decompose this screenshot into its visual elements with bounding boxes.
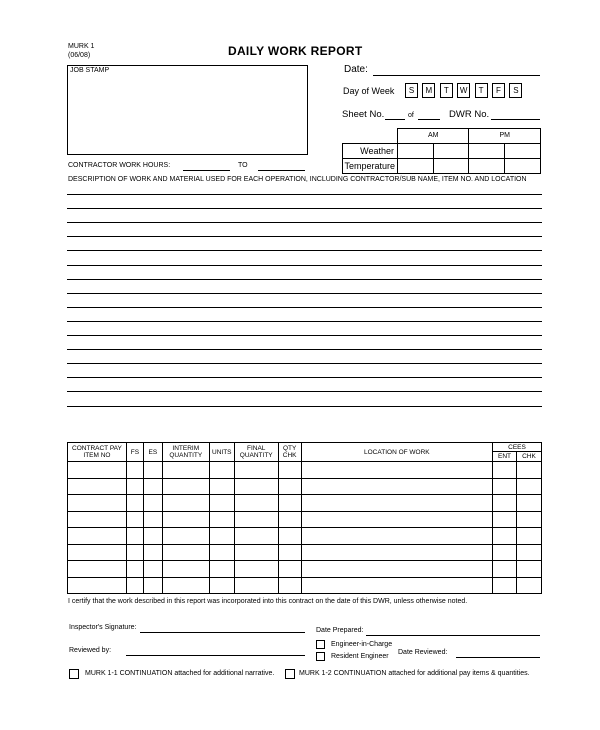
temperature-am-1[interactable] <box>397 158 433 173</box>
col-es: ES <box>143 443 162 462</box>
description-line[interactable] <box>67 335 542 336</box>
cell-interim-quantity[interactable] <box>162 462 209 479</box>
cell-qty-chk[interactable] <box>278 577 301 594</box>
col-qty-chk: QTY CHK <box>278 443 301 462</box>
temperature-pm-2[interactable] <box>505 158 541 173</box>
cell-es[interactable] <box>143 462 162 479</box>
cell-cees-chk[interactable] <box>516 528 541 545</box>
col-contract-pay: CONTRACT PAY ITEM NO <box>68 443 127 462</box>
inspector-signature-field[interactable] <box>140 632 305 633</box>
cell-cees-ent[interactable] <box>493 462 517 479</box>
cell-location[interactable] <box>301 495 492 512</box>
hours-from-field[interactable] <box>183 170 230 171</box>
col-location: LOCATION OF WORK <box>301 443 492 462</box>
cell-location[interactable] <box>301 544 492 561</box>
cell-interim-quantity[interactable] <box>162 561 209 578</box>
cell-qty-chk[interactable] <box>278 462 301 479</box>
cell-cees-ent[interactable] <box>493 478 517 495</box>
cell-fs[interactable] <box>126 561 143 578</box>
col-units: UNITS <box>209 443 234 462</box>
weather-label: Weather <box>343 143 398 158</box>
weather-pm-1[interactable] <box>469 143 505 158</box>
cell-location[interactable] <box>301 511 492 528</box>
cell-location[interactable] <box>301 528 492 545</box>
cell-cees-ent[interactable] <box>493 495 517 512</box>
description-line[interactable] <box>67 406 542 407</box>
cell-fs[interactable] <box>126 462 143 479</box>
col-interim-quantity: INTERIM QUANTITY <box>162 443 209 462</box>
cell-es[interactable] <box>143 577 162 594</box>
date-field[interactable] <box>373 75 540 76</box>
day-box-1[interactable]: M <box>422 83 435 98</box>
description-line[interactable] <box>67 391 542 392</box>
engineer-in-charge-checkbox[interactable] <box>316 640 325 649</box>
cell-es[interactable] <box>143 511 162 528</box>
table-row <box>68 511 542 528</box>
weather-table <box>342 128 541 174</box>
form-revision: (06/08) <box>68 52 91 59</box>
cell-item-no[interactable] <box>68 495 127 512</box>
job-stamp-box[interactable] <box>67 65 308 155</box>
am-header: AM <box>397 129 469 144</box>
day-box-4[interactable]: T <box>475 83 488 98</box>
date-reviewed-label: Date Reviewed: <box>398 649 448 656</box>
description-line[interactable] <box>67 377 542 378</box>
cell-interim-quantity[interactable] <box>162 511 209 528</box>
cell-final-quantity[interactable] <box>234 577 278 594</box>
cell-qty-chk[interactable] <box>278 511 301 528</box>
description-line[interactable] <box>67 321 542 322</box>
day-box-0[interactable]: S <box>405 83 418 98</box>
day-box-2[interactable]: T <box>440 83 453 98</box>
table-row <box>68 561 542 578</box>
cell-final-quantity[interactable] <box>234 511 278 528</box>
cell-cees-ent[interactable] <box>493 528 517 545</box>
description-line[interactable] <box>67 222 542 223</box>
cell-fs[interactable] <box>126 544 143 561</box>
cell-item-no[interactable] <box>68 577 127 594</box>
description-line[interactable] <box>67 363 542 364</box>
cell-cees-chk[interactable] <box>516 495 541 512</box>
cell-units[interactable] <box>209 528 234 545</box>
description-line[interactable] <box>67 208 542 209</box>
description-label: DESCRIPTION OF WORK AND MATERIAL USED FOR EACH OPERATION, INCLUDING CONTRACTOR/SUB NAME, ITEM NO. AND LOCATION <box>68 176 527 183</box>
date-prepared-label: Date Prepared: <box>316 627 364 634</box>
cell-es[interactable] <box>143 495 162 512</box>
cell-qty-chk[interactable] <box>278 528 301 545</box>
cell-fs[interactable] <box>126 528 143 545</box>
sheet-of-label: of <box>408 112 414 119</box>
cell-es[interactable] <box>143 561 162 578</box>
cell-interim-quantity[interactable] <box>162 478 209 495</box>
certification-text: I certify that the work described in this report was incorporated into this contract on the date of this DWR, unless otherwise noted. <box>68 598 468 605</box>
date-prepared-field[interactable] <box>366 635 540 636</box>
resident-engineer-label: Resident Engineer <box>331 653 389 660</box>
cell-fs[interactable] <box>126 511 143 528</box>
cell-final-quantity[interactable] <box>234 544 278 561</box>
cell-item-no[interactable] <box>68 462 127 479</box>
weather-am-1[interactable] <box>397 143 433 158</box>
cell-final-quantity[interactable] <box>234 561 278 578</box>
cell-fs[interactable] <box>126 577 143 594</box>
cell-location[interactable] <box>301 561 492 578</box>
cell-final-quantity[interactable] <box>234 462 278 479</box>
cell-interim-quantity[interactable] <box>162 544 209 561</box>
cell-interim-quantity[interactable] <box>162 528 209 545</box>
weather-am-2[interactable] <box>433 143 469 158</box>
continuation-1-checkbox[interactable] <box>69 669 79 679</box>
cell-fs[interactable] <box>126 478 143 495</box>
form-code: MURK 1 <box>68 43 95 50</box>
date-reviewed-field[interactable] <box>456 657 540 658</box>
pm-header: PM <box>469 129 541 144</box>
sheet-no-label: Sheet No. <box>342 109 385 120</box>
cell-units[interactable] <box>209 478 234 495</box>
col-final-quantity: FINAL QUANTITY <box>234 443 278 462</box>
cell-item-no[interactable] <box>68 478 127 495</box>
temperature-label: Temperature <box>343 158 398 173</box>
reviewed-by-field[interactable] <box>126 655 305 656</box>
day-of-week-label: Day of Week <box>343 86 395 96</box>
hours-to-field[interactable] <box>258 170 305 171</box>
cell-cees-ent[interactable] <box>493 577 517 594</box>
col-cees-ent: ENT <box>493 452 517 462</box>
cell-location[interactable] <box>301 478 492 495</box>
col-cees: CEES <box>493 443 542 452</box>
description-line[interactable] <box>67 293 542 294</box>
description-line[interactable] <box>67 279 542 280</box>
table-row <box>68 495 542 512</box>
table-row <box>68 528 542 545</box>
cell-qty-chk[interactable] <box>278 478 301 495</box>
sheet-no-field[interactable] <box>385 119 405 120</box>
cell-location[interactable] <box>301 462 492 479</box>
cell-cees-chk[interactable] <box>516 561 541 578</box>
cell-location[interactable] <box>301 577 492 594</box>
cell-qty-chk[interactable] <box>278 561 301 578</box>
cell-units[interactable] <box>209 577 234 594</box>
continuation-1-label: MURK 1-1 CONTINUATION attached for additional narrative. <box>85 670 275 677</box>
cell-cees-chk[interactable] <box>516 511 541 528</box>
dwr-no-label: DWR No. <box>449 109 490 120</box>
continuation-2-label: MURK 1-2 CONTINUATION attached for additional pay items & quantities. <box>299 670 530 677</box>
description-line[interactable] <box>67 349 542 350</box>
temperature-am-2[interactable] <box>433 158 469 173</box>
cell-interim-quantity[interactable] <box>162 577 209 594</box>
dwr-no-field[interactable] <box>491 119 540 120</box>
day-box-3[interactable]: W <box>457 83 470 98</box>
job-stamp-label: JOB STAMP <box>70 67 110 74</box>
col-fs: FS <box>126 443 143 462</box>
cell-es[interactable] <box>143 544 162 561</box>
cell-item-no[interactable] <box>68 511 127 528</box>
hours-to-label: TO <box>238 162 248 169</box>
cell-units[interactable] <box>209 495 234 512</box>
cell-cees-chk[interactable] <box>516 577 541 594</box>
temperature-pm-1[interactable] <box>469 158 505 173</box>
cell-es[interactable] <box>143 478 162 495</box>
cell-cees-chk[interactable] <box>516 544 541 561</box>
pay-items-table <box>67 442 542 594</box>
description-line[interactable] <box>67 307 542 308</box>
cell-cees-chk[interactable] <box>516 462 541 479</box>
form-title: DAILY WORK REPORT <box>228 44 363 58</box>
col-cees-chk: CHK <box>516 452 541 462</box>
table-row <box>68 478 542 495</box>
table-row <box>68 462 542 479</box>
cell-units[interactable] <box>209 544 234 561</box>
cell-units[interactable] <box>209 462 234 479</box>
resident-engineer-checkbox[interactable] <box>316 652 325 661</box>
description-line[interactable] <box>67 265 542 266</box>
description-line[interactable] <box>67 194 542 195</box>
day-box-6[interactable]: S <box>509 83 522 98</box>
cell-cees-ent[interactable] <box>493 561 517 578</box>
weather-pm-2[interactable] <box>505 143 541 158</box>
cell-final-quantity[interactable] <box>234 528 278 545</box>
cell-final-quantity[interactable] <box>234 478 278 495</box>
cell-cees-chk[interactable] <box>516 478 541 495</box>
sheet-total-field[interactable] <box>418 119 440 120</box>
cell-qty-chk[interactable] <box>278 544 301 561</box>
description-line[interactable] <box>67 236 542 237</box>
cell-cees-ent[interactable] <box>493 544 517 561</box>
cell-item-no[interactable] <box>68 544 127 561</box>
cell-qty-chk[interactable] <box>278 495 301 512</box>
reviewed-by-label: Reviewed by: <box>69 647 112 654</box>
cell-es[interactable] <box>143 528 162 545</box>
cell-units[interactable] <box>209 561 234 578</box>
day-box-5[interactable]: F <box>492 83 505 98</box>
description-line[interactable] <box>67 250 542 251</box>
table-row <box>68 577 542 594</box>
cell-fs[interactable] <box>126 495 143 512</box>
continuation-2-checkbox[interactable] <box>285 669 295 679</box>
cell-interim-quantity[interactable] <box>162 495 209 512</box>
cell-final-quantity[interactable] <box>234 495 278 512</box>
cell-item-no[interactable] <box>68 528 127 545</box>
contractor-hours-label: CONTRACTOR WORK HOURS: <box>68 162 171 169</box>
engineer-in-charge-label: Engineer-in-Charge <box>331 641 393 648</box>
inspector-signature-label: Inspector's Signature: <box>69 624 137 631</box>
date-label: Date: <box>344 64 368 75</box>
table-row <box>68 544 542 561</box>
cell-units[interactable] <box>209 511 234 528</box>
cell-cees-ent[interactable] <box>493 511 517 528</box>
cell-item-no[interactable] <box>68 561 127 578</box>
